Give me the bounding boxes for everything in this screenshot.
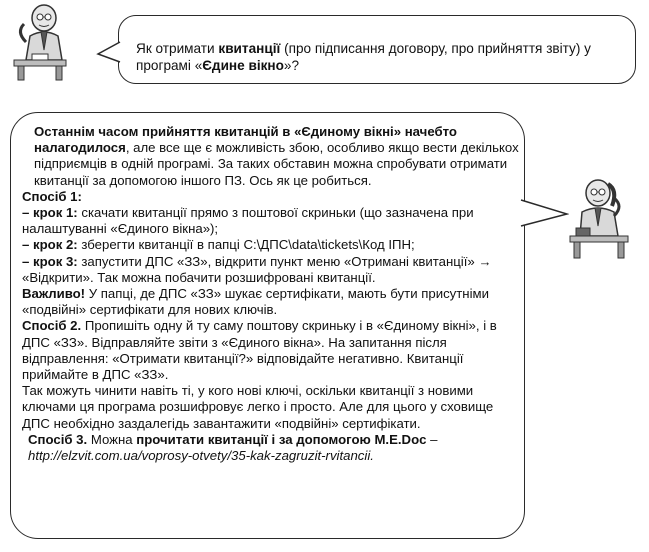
method3: Спосіб 3. Можна прочитати квитанції і за допомогою M.E.Doc – [28, 431, 438, 447]
method1-title: Спосіб 1: [22, 188, 82, 204]
step3: – крок 3: запустити ДПС «ЗЗ», відкрити пункт меню «Отримані квитанції» → «Відкрити». Так можна побачити розшифровані квитанції. [22, 253, 492, 285]
question-bubble-tail [96, 40, 122, 66]
thinking-person-icon [10, 2, 70, 84]
question-text: Як отримати квитанції (про підписання договору, про прийняття звіту) у програмі «Єдине вікно»? [136, 41, 591, 73]
method3-link[interactable]: http://elzvit.com.ua/voprosy-otvety/35-kak-zagruzit-rvitancii. [28, 448, 374, 464]
phone-person-icon [568, 176, 632, 262]
answer-bubble-tail [519, 196, 569, 230]
important-note: Важливо! У папці, де ДПС «ЗЗ» шукає сертифікати, мають бути присутніми «подвійні» сертифікати для нових ключів. [22, 286, 489, 318]
step2: – крок 2: зберегти квитанції в папці C:\ДПС\data\tickets\Код ІПН; [22, 237, 415, 253]
answer-text [22, 124, 520, 464]
intro-paragraph: Останнім часом прийняття квитанцій в «Єдиному вікні» начебто налагодилося, але все ще є можливість збою, особливо якщо вести декількох підприємців в одній програмі. За таких обставин можна спробувати отримати квитанції за допомогою іншого ПЗ. Ось як це робиться. [34, 124, 519, 188]
step1: – крок 1: скачати квитанції прямо з поштової скриньки (що зазначена при налаштуванні «Єдиного вікна»); [22, 205, 474, 237]
method2: Спосіб 2. Пропишіть одну й ту саму поштову скриньку і в «Єдиному вікні», і в ДПС «ЗЗ». Відправляйте звіти з «Єдиного вікна». На запитання після відправлення: «Отримати квитанції?» відповідайте негативно. Квитанції приймайте в ДПС «ЗЗ». [22, 318, 497, 383]
note-paragraph: Так можуть чинити навіть ті, у кого нові ключі, оскільки квитанції з новими ключами ця програма розшифровує легко і просто. Але для цього у сховище ДПС необхідно заздалегідь завантажити «подвійні» сертифікати. [22, 383, 494, 431]
